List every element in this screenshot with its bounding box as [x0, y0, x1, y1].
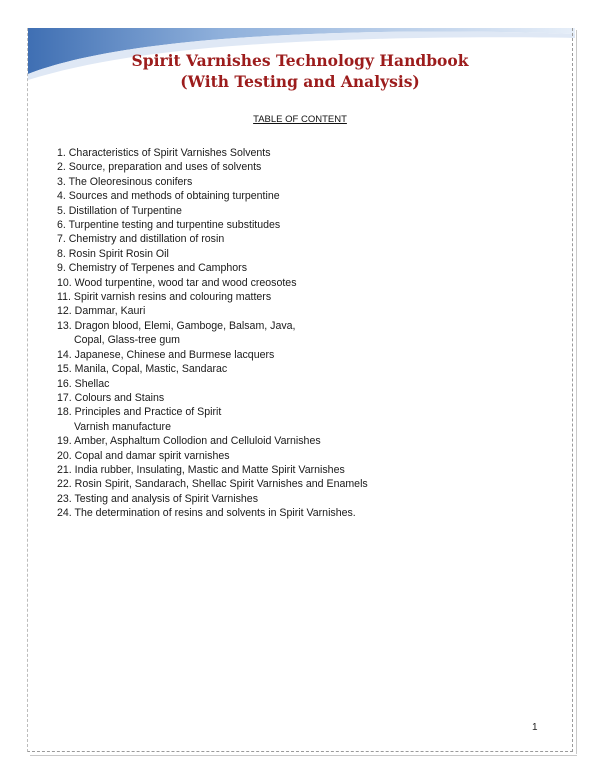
toc-heading: TABLE OF CONTENT [253, 114, 347, 125]
table-of-contents-list [57, 146, 368, 521]
toc-item: 14. Japanese, Chinese and Burmese lacquers [57, 348, 275, 361]
toc-item: 6. Turpentine testing and turpentine substitudes [57, 219, 281, 232]
toc-item: 1. Characteristics of Spirit Varnishes Solvents [57, 147, 271, 159]
toc-item: 2. Source, preparation and uses of solvents [57, 161, 262, 174]
toc-item: 17. Colours and Stains [57, 391, 165, 404]
toc-item: 20. Copal and damar spirit varnishes [57, 449, 230, 462]
toc-item: 23. Testing and analysis of Spirit Varnishes [57, 492, 259, 505]
toc-item: 22. Rosin Spirit, Sandarach, Shellac Spirit Varnishes and Enamels [57, 478, 368, 491]
toc-item-continuation: Copal, Glass-tree gum [74, 334, 180, 347]
toc-item: 7. Chemistry and distillation of rosin [57, 233, 225, 246]
toc-item: 19. Amber, Asphaltum Collodion and Celluloid Varnishes [57, 435, 321, 448]
toc-item: 12. Dammar, Kauri [57, 305, 146, 318]
toc-item: 9. Chemistry of Terpenes and Camphors [57, 262, 247, 275]
toc-item: 15. Manila, Copal, Mastic, Sandarac [57, 363, 228, 376]
toc-item-continuation: Varnish manufacture [74, 420, 171, 433]
page-border-bottom [30, 755, 577, 756]
toc-item: 21. India rubber, Insulating, Mastic and Matte Spirit Varnishes [57, 463, 345, 476]
document-title: Spirit Varnishes Technology Handbook [131, 51, 469, 70]
toc-item: 11. Spirit varnish resins and colouring matters [57, 291, 272, 304]
toc-item: 24. The determination of resins and solvents in Spirit Varnishes. [57, 507, 356, 520]
toc-item: 13. Dragon blood, Elemi, Gamboge, Balsam, Java, [57, 319, 296, 332]
toc-item: 18. Principles and Practice of Spirit [57, 406, 222, 419]
toc-item: 3. The Oleoresinous conifers [57, 175, 193, 188]
toc-item: 10. Wood turpentine, wood tar and wood creosotes [57, 276, 297, 289]
toc-item: 5. Distillation of Turpentine [57, 204, 182, 217]
toc-item: 4. Sources and methods of obtaining turpentine [57, 190, 280, 203]
toc-item: 8. Rosin Spirit Rosin Oil [57, 247, 169, 260]
toc-item: 16. Shellac [57, 377, 110, 390]
page-number: 1 [532, 722, 538, 733]
document-subtitle: (With Testing and Analysis) [180, 72, 420, 91]
page-border-right [576, 30, 577, 754]
